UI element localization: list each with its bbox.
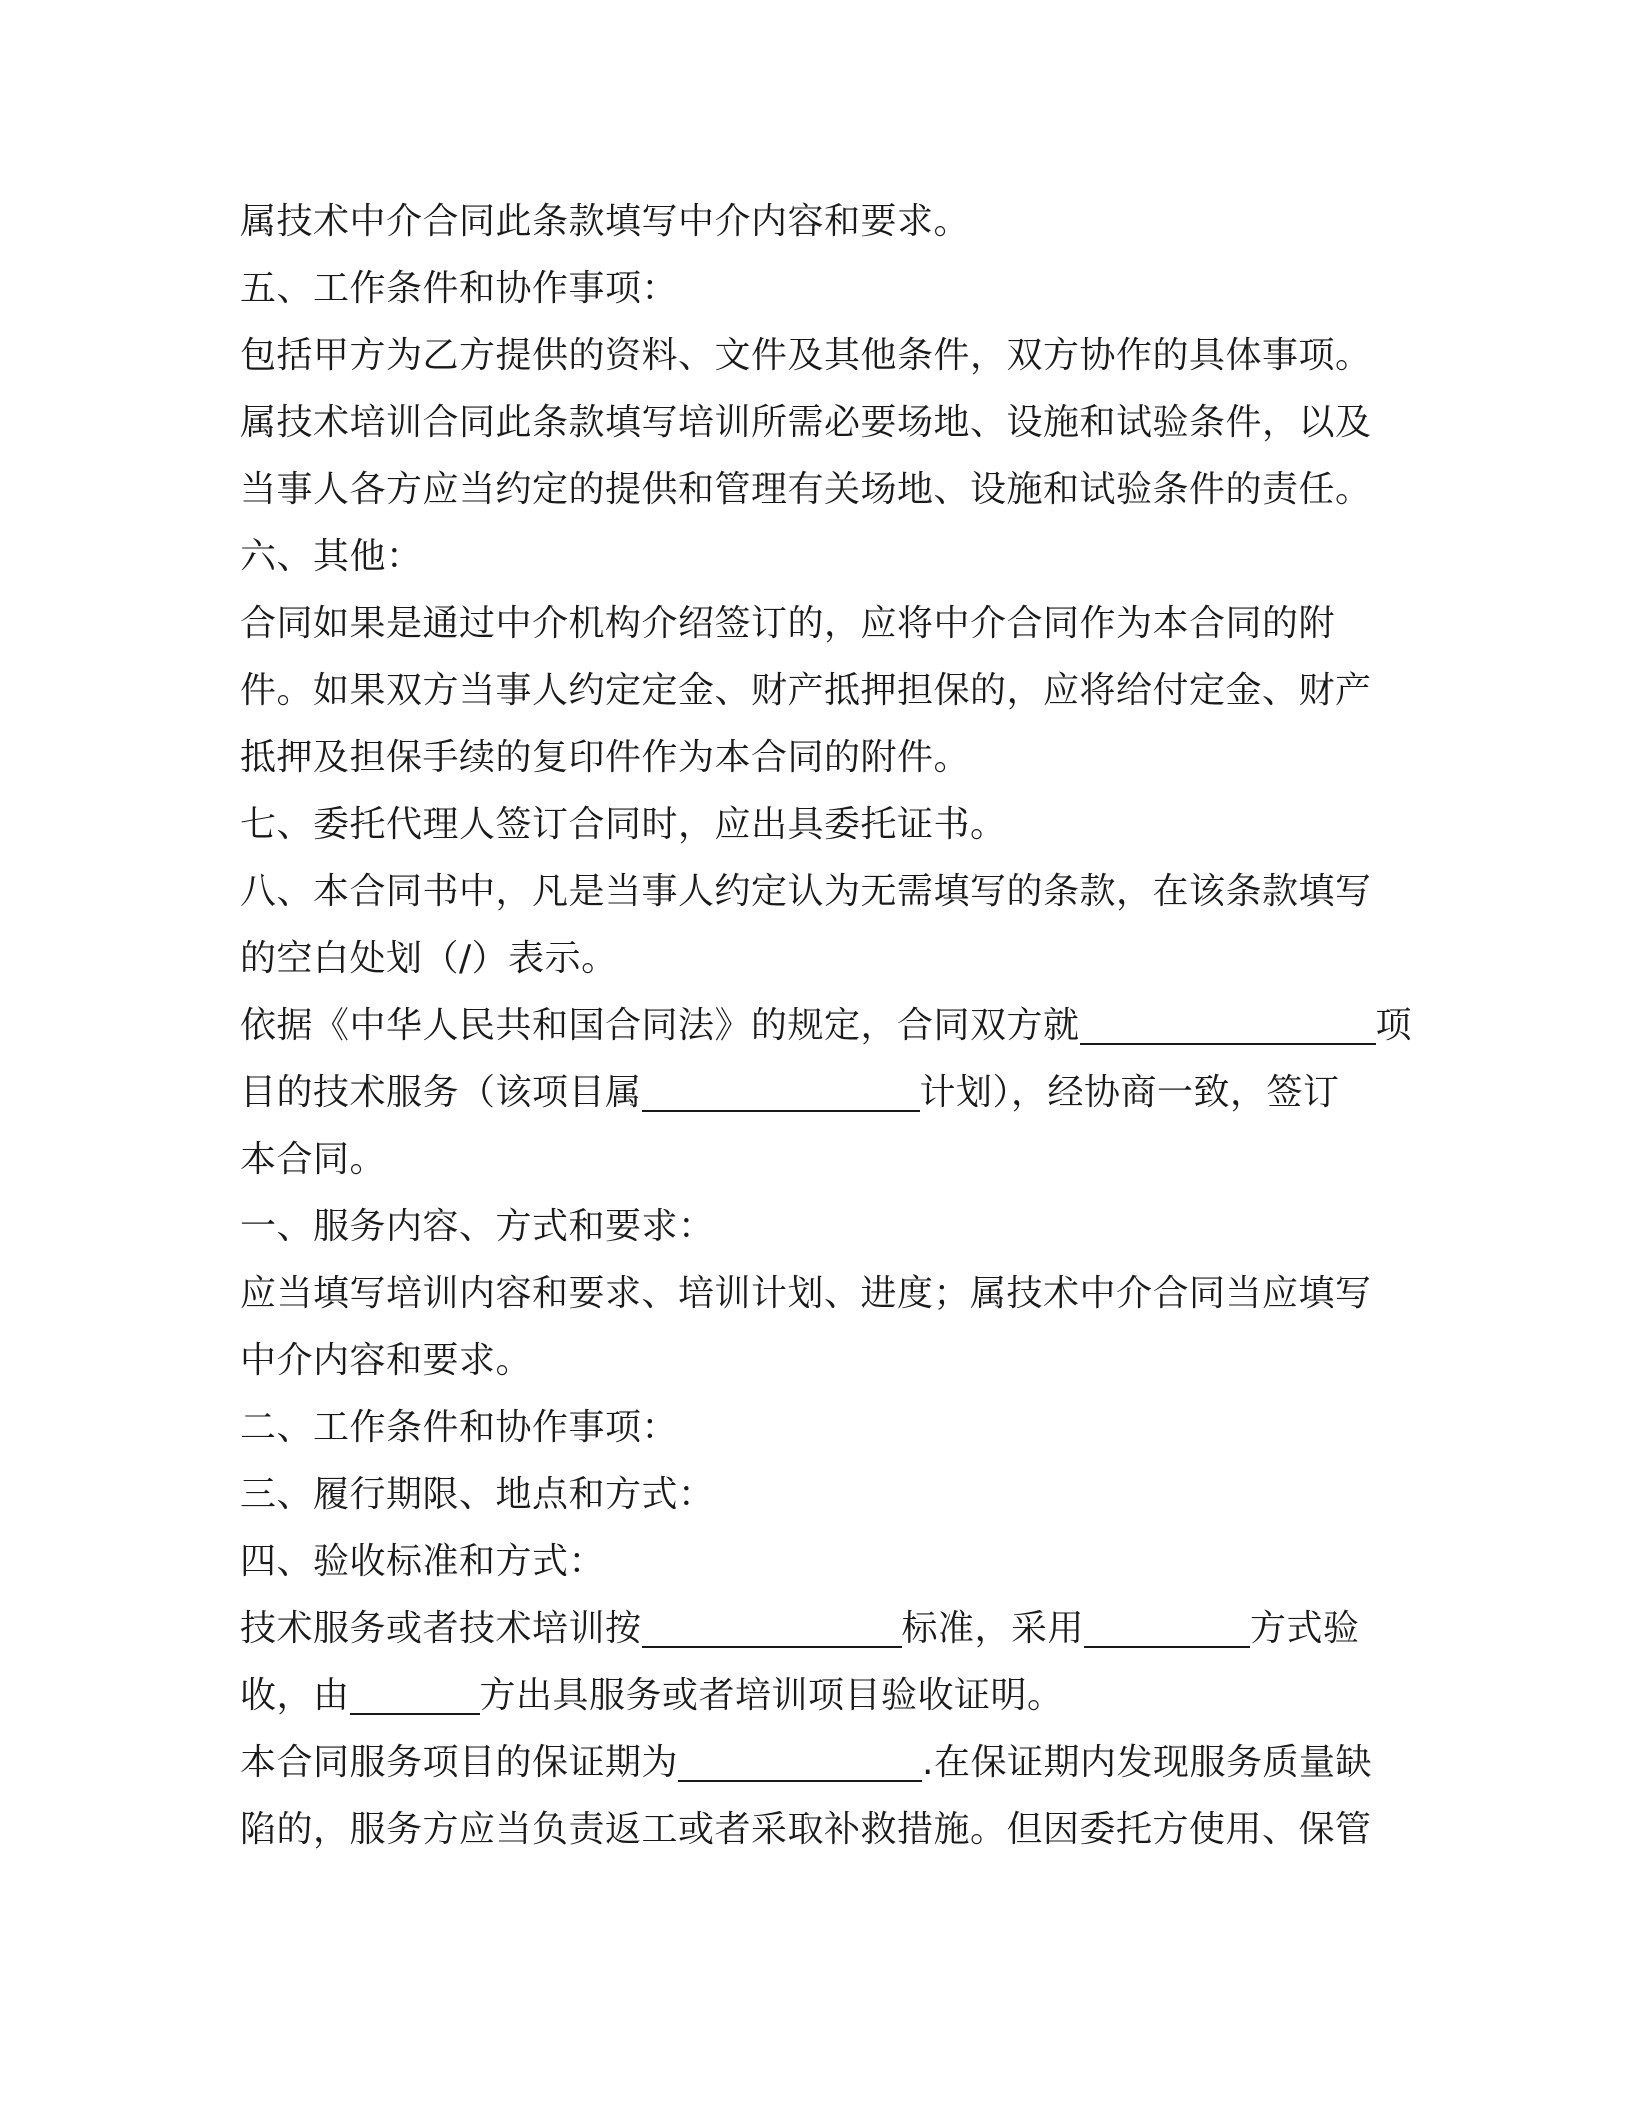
heading-text: 一、服务内容、方式和要求： — [240, 1206, 715, 1247]
section-heading — [240, 255, 1390, 322]
line-text: 包括甲方为乙方提供的资料、文件及其他条件，双方协作的具体事项。 — [240, 335, 1372, 376]
text-line — [240, 1796, 1390, 1863]
party-blank[interactable] — [350, 1669, 480, 1715]
line-text: 合同如果是通过中介机构介绍签订的，应将中介合同作为本合同的附 — [240, 603, 1336, 644]
line-text: 标准，采用 — [901, 1608, 1085, 1649]
section-heading — [240, 1394, 1390, 1461]
section-heading — [240, 858, 1390, 925]
heading-text: 三、履行期限、地点和方式： — [240, 1474, 715, 1515]
heading-text: 二、工作条件和协作事项： — [240, 1407, 679, 1448]
line-text: 当事人各方应当约定的提供和管理有关场地、设施和试验条件的责任。 — [240, 469, 1372, 510]
text-line — [240, 925, 1390, 992]
text-line-with-blank — [240, 992, 1413, 1059]
line-text: 抵押及担保手续的复印件作为本合同的附件。 — [240, 737, 971, 778]
line-text: 方出具服务或者培训项目验收证明。 — [479, 1675, 1064, 1716]
heading-text: 六、其他： — [240, 536, 423, 577]
text-line — [240, 322, 1390, 389]
line-text: 的空白处划（/）表示。 — [240, 938, 618, 979]
line-text: 属技术培训合同此条款填写培训所需必要场地、设施和试验条件，以及 — [240, 402, 1372, 443]
line-text: 依据《中华人民共和国合同法》的规定，合同双方就 — [240, 1005, 1080, 1046]
text-line — [240, 1126, 1390, 1193]
text-line-with-blank — [240, 1729, 1390, 1796]
text-line — [240, 724, 1390, 791]
line-text: 目的技术服务（该项目属 — [240, 1072, 642, 1113]
method-blank[interactable] — [1084, 1602, 1250, 1648]
text-line — [240, 389, 1390, 456]
project-name-blank[interactable] — [1080, 999, 1376, 1045]
line-text: 陷的，服务方应当负责返工或者采取补救措施。但因委托方使用、保管 — [240, 1809, 1372, 1850]
line-text: .在保证期内发现服务质量缺 — [922, 1742, 1372, 1783]
section-heading — [240, 791, 1390, 858]
warranty-period-blank[interactable] — [678, 1736, 922, 1782]
heading-text: 七、委托代理人签订合同时，应出具委托证书。 — [240, 804, 1007, 845]
text-line — [240, 188, 1390, 255]
plan-name-blank[interactable] — [642, 1066, 920, 1112]
text-line-with-blank — [240, 1059, 1390, 1126]
line-text: 方式验 — [1250, 1608, 1360, 1649]
line-text: 中介内容和要求。 — [240, 1340, 533, 1381]
section-heading — [240, 1461, 1390, 1528]
line-text: 属技术中介合同此条款填写中介内容和要求。 — [240, 201, 971, 242]
text-line — [240, 456, 1390, 523]
heading-text: 四、验收标准和方式： — [240, 1541, 606, 1582]
section-heading — [240, 1528, 1390, 1595]
line-text: 项 — [1375, 1005, 1413, 1046]
text-line — [240, 657, 1390, 724]
text-line — [240, 1260, 1390, 1327]
line-text: 计划），经协商一致，签订 — [919, 1072, 1340, 1113]
line-text: 件。如果双方当事人约定定金、财产抵押担保的，应将给付定金、财产 — [240, 670, 1372, 711]
heading-text: 五、工作条件和协作事项： — [240, 268, 679, 309]
line-text: 应当填写培训内容和要求、培训计划、进度；属技术中介合同当应填写 — [240, 1273, 1372, 1314]
section-heading — [240, 523, 1390, 590]
text-line-with-blank — [240, 1595, 1390, 1662]
line-text: 本合同服务项目的保证期为 — [240, 1742, 679, 1783]
text-line — [240, 1327, 1390, 1394]
section-heading — [240, 1193, 1390, 1260]
line-text: 本合同。 — [240, 1139, 387, 1180]
line-text: 技术服务或者技术培训按 — [240, 1608, 642, 1649]
document-body — [240, 188, 1413, 1863]
text-line-with-blank — [240, 1662, 1390, 1729]
text-line — [240, 590, 1390, 657]
heading-text: 八、本合同书中，凡是当事人约定认为无需填写的条款，在该条款填写 — [240, 871, 1372, 912]
line-text: 收，由 — [240, 1675, 350, 1716]
standard-blank[interactable] — [642, 1602, 902, 1648]
